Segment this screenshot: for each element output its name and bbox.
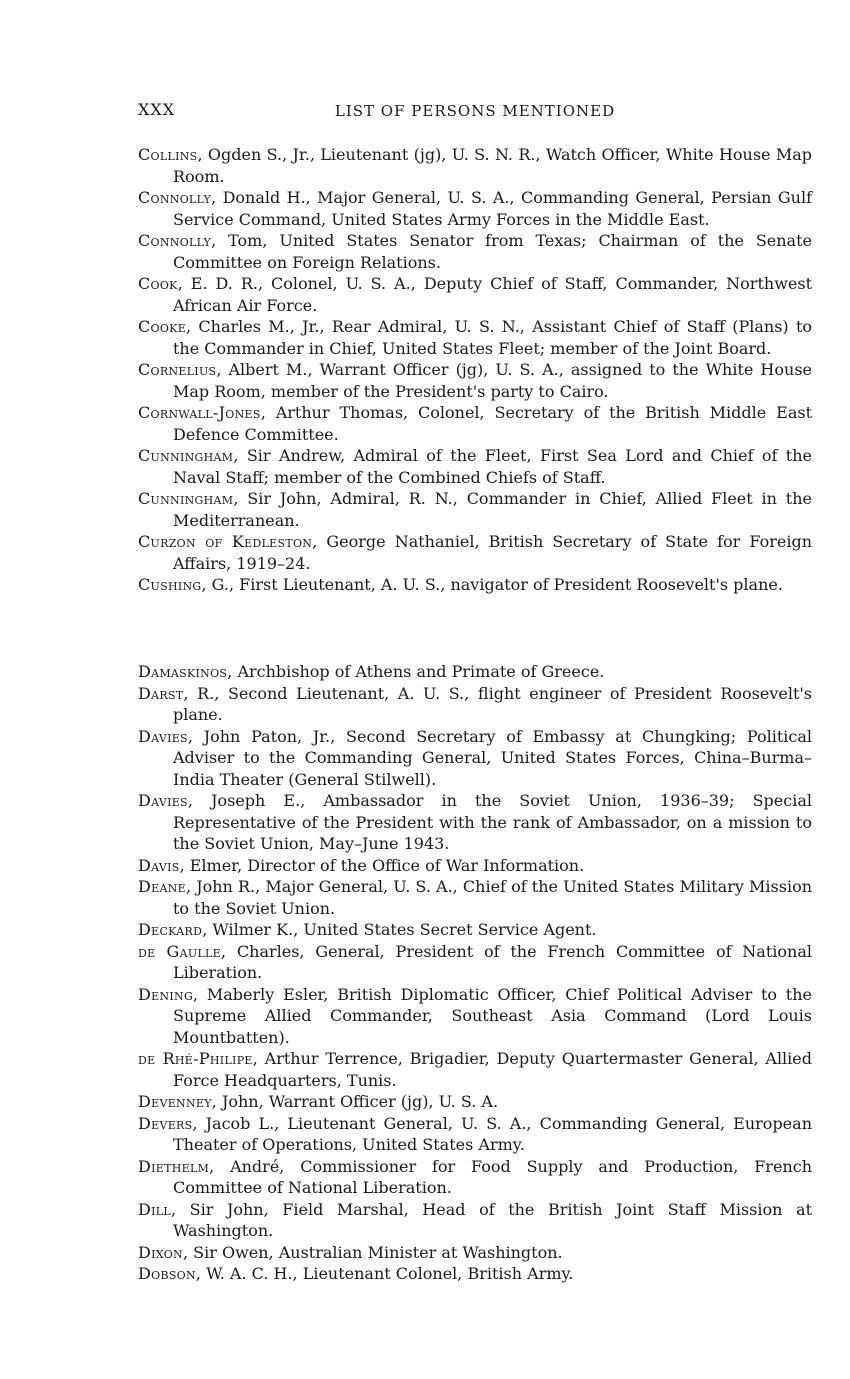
entry-description: , Archbishop of Athens and Primate of Greece.	[227, 662, 605, 681]
entry-description: , Sir John, Field Marshal, Head of the British Joint Staff Mission at Washington.	[170, 1199, 812, 1240]
list-entry	[138, 1048, 812, 1091]
entry-description: , Albert M., Warrant Officer (jg), U. S. A., assigned to the White House Map Room, member of the President's party to Cairo.	[173, 360, 812, 401]
entry-description: , Tom, United States Senator from Texas; Chairman of the Senate Committee on Foreign Relations.	[173, 231, 812, 272]
entries-group-d	[138, 661, 812, 1285]
entry-name: Davies	[138, 726, 188, 746]
entry-name: Collins	[138, 145, 198, 164]
list-entry	[138, 187, 812, 230]
entry-name: Deckard	[138, 920, 203, 939]
entry-name: Cunningham	[138, 489, 234, 508]
entry-name: Cooke	[138, 317, 187, 336]
entry-description: , Maberly Esler, British Diplomatic Officer, Chief Political Adviser to the Supreme Allied Commander, Southeast Asia Command (Lord Louis Mountbatten).	[173, 984, 812, 1047]
entry-name: Dill	[138, 1199, 171, 1219]
list-entry	[138, 683, 812, 726]
entry-description: , Sir Andrew, Admiral of the Fleet, First Sea Lord and Chief of the Naval Staff; member of the Combined Chiefs of Staff.	[173, 446, 812, 487]
entry-description: , Jacob L., Lieutenant General, U. S. A., Commanding General, European Theater of Operations, United States Army.	[173, 1113, 812, 1154]
entry-name: Dening	[138, 984, 194, 1004]
entry-description: , Elmer, Director of the Office of War Information.	[179, 855, 585, 875]
entry-name: Connolly	[138, 188, 212, 207]
entry-description: , Sir John, Admiral, R. N., Commander in Chief, Allied Fleet in the Mediterranean.	[173, 489, 812, 530]
list-entry	[138, 941, 812, 984]
entry-description: , Ogden S., Jr., Lieutenant (jg), U. S. N. R., Watch Officer, White House Map Room.	[173, 145, 812, 186]
list-entry	[138, 919, 812, 941]
entry-name: Damaskinos	[138, 662, 228, 681]
list-entry	[138, 1242, 812, 1264]
entry-name: Davis	[138, 855, 180, 875]
list-entry	[138, 876, 812, 919]
entry-description: , George Nathaniel, British Secretary of State for Foreign Affairs, 1919–24.	[173, 532, 812, 573]
entry-name: Curzon of Kedleston	[138, 532, 313, 551]
list-entry	[138, 402, 812, 445]
entry-description: , Charles M., Jr., Rear Admiral, U. S. N., Assistant Chief of Staff (Plans) to the Commander in Chief, United States Fleet; member of the Joint Board.	[173, 317, 812, 358]
entry-description: , Donald H., Major General, U. S. A., Commanding General, Persian Gulf Service Command, United States Army Forces in the Middle East.	[173, 188, 812, 229]
entry-name: Deane	[138, 877, 186, 896]
entry-name: de Gaulle	[138, 941, 221, 961]
entry-description: , G., First Lieutenant, A. U. S., navigator of President Roosevelt's plane.	[201, 575, 783, 594]
entry-name: Cushing	[138, 575, 202, 594]
list-entry	[138, 1156, 812, 1199]
page-header	[138, 100, 812, 124]
entries-group-c	[138, 144, 812, 596]
list-entry	[138, 230, 812, 273]
list-entry	[138, 726, 812, 791]
entry-description: , E. D. R., Colonel, U. S. A., Deputy Chief of Staff, Commander, Northwest African Air Force.	[173, 274, 812, 315]
list-entry	[138, 144, 812, 187]
list-entry	[138, 445, 812, 488]
entry-name: Darst	[138, 683, 184, 703]
entry-name: Dobson	[138, 1264, 196, 1283]
entry-description: , John Paton, Jr., Second Secretary of Embassy at Chungking; Political Adviser to the Commanding General, United States Forces, China–Burma–India Theater (General Stilwell).	[173, 726, 812, 789]
entry-name: Cornelius	[138, 360, 217, 379]
entry-name: Connolly	[138, 231, 212, 250]
list-entry	[138, 574, 812, 596]
running-title: LIST OF PERSONS MENTIONED	[334, 102, 616, 120]
entry-description: , Sir Owen, Australian Minister at Washington.	[182, 1242, 563, 1262]
list-entry	[138, 1091, 812, 1113]
list-entry	[138, 531, 812, 574]
entry-description: , Wilmer K., United States Secret Service Agent.	[202, 920, 597, 939]
list-entry	[138, 273, 812, 316]
entry-name: Devers	[138, 1113, 193, 1133]
list-entry	[138, 316, 812, 359]
list-entry	[138, 1113, 812, 1156]
entry-description: , John R., Major General, U. S. A., Chief of the United States Military Mission to the Soviet Union.	[173, 877, 812, 918]
entry-description: , W. A. C. H., Lieutenant Colonel, British Army.	[195, 1264, 574, 1283]
list-entry	[138, 984, 812, 1049]
list-entry	[138, 855, 812, 877]
list-entry	[138, 1263, 812, 1285]
entry-name: Cunningham	[138, 446, 234, 465]
list-entry	[138, 661, 812, 683]
list-entry	[138, 359, 812, 402]
entry-description: , André, Commissioner for Food Supply and Production, French Committee of National Liberation.	[173, 1156, 812, 1197]
entry-name: Diethelm	[138, 1156, 210, 1176]
entry-description: , Charles, General, President of the French Committee of National Liberation.	[173, 941, 812, 982]
entry-name: Devenney	[138, 1092, 212, 1111]
entry-description: , R., Second Lieutenant, A. U. S., flight engineer of President Roosevelt's plane.	[173, 683, 812, 724]
entry-description: , John, Warrant Officer (jg), U. S. A.	[211, 1092, 499, 1111]
list-entry	[138, 488, 812, 531]
entry-description: , Arthur Thomas, Colonel, Secretary of the British Middle East Defence Committee.	[173, 403, 812, 444]
list-entry	[138, 790, 812, 855]
entry-name: Cornwall-Jones	[138, 403, 261, 422]
entry-name: Dixon	[138, 1242, 183, 1262]
entry-name: de Rhé-Philipe	[138, 1049, 253, 1068]
entry-name: Davies	[138, 791, 188, 810]
page-number: XXX	[138, 100, 176, 119]
entry-description: , Arthur Terrence, Brigadier, Deputy Quartermaster General, Allied Force Headquarters, Tunis.	[173, 1049, 813, 1090]
entry-name: Cook	[138, 274, 178, 293]
entry-description: , Joseph E., Ambassador in the Soviet Union, 1936–39; Special Representative of the President with the rank of Ambassador, on a mission to the Soviet Union, May–June 1943.	[173, 791, 812, 853]
list-entry	[138, 1199, 812, 1242]
